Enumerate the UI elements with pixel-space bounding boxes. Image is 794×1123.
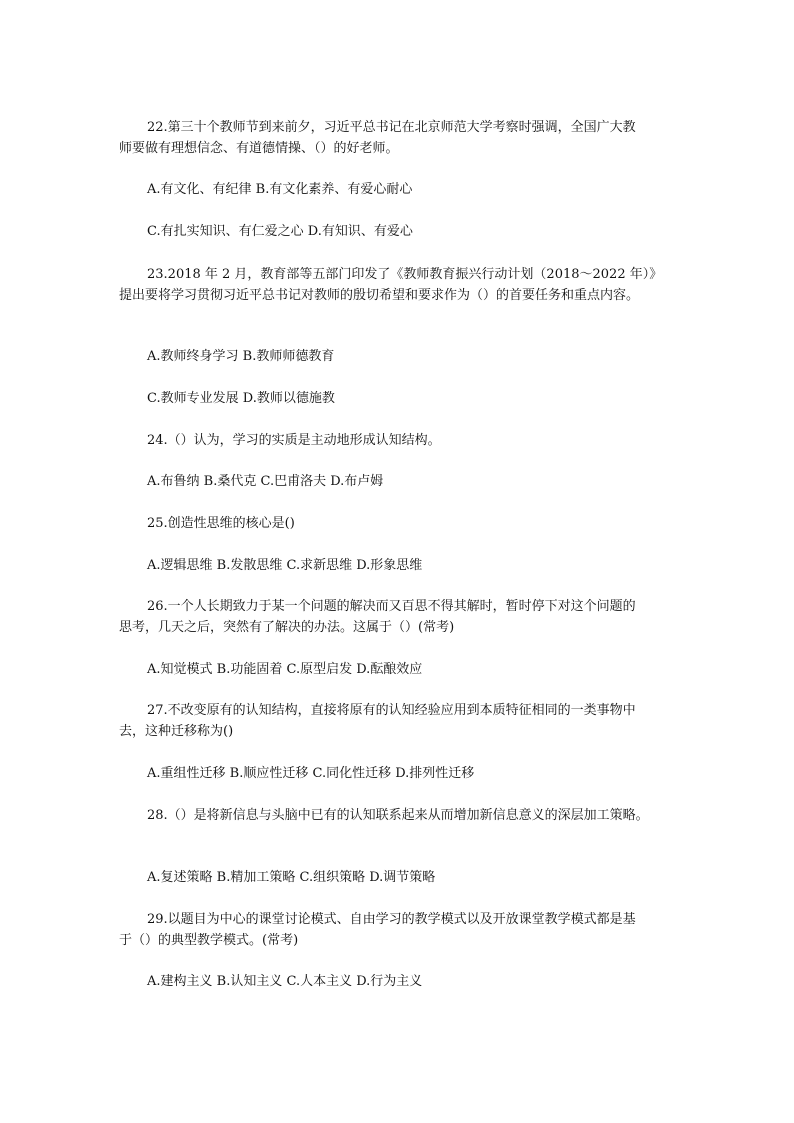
question-22-stem: [119, 117, 679, 159]
question-27-options: A.重组性迁移 B.顺应性迁移 C.同化性迁移 D.排列性迁移: [147, 766, 475, 781]
question-29-line-2: 于（）的典型教学模式。(常考): [119, 933, 299, 948]
question-25-options: A.逻辑思维 B.发散思维 C.求新思维 D.形象思维: [147, 558, 423, 573]
question-22-line-1: 22.第三十个教师节到来前夕，习近平总书记在北京师范大学考察时强调，全国广大教: [147, 120, 636, 135]
question-28-stem: 28.（）是将新信息与头脑中已有的认知联系起来从而增加新信息意义的深层加工策略。: [147, 808, 649, 823]
question-28-options: A.复述策略 B.精加工策略 C.组织策略 D.调节策略: [147, 870, 436, 885]
question-29-options: A.建构主义 B.认知主义 C.人本主义 D.行为主义: [147, 974, 423, 989]
question-27-stem: [119, 700, 679, 742]
question-22-line-2: 师要做有理想信念、有道德情操、（）的好老师。: [119, 141, 399, 156]
question-23-stem: [119, 264, 679, 306]
question-29-line-1: 29.以题目为中心的课堂讨论模式、自由学习的教学模式以及开放课堂教学模式都是基: [147, 912, 636, 927]
question-23-line-1: 23.2018 年 2 月，教育部等五部门印发了《教师教育振兴行动计划（2018～2022 年）》: [147, 267, 663, 282]
question-22-options-ab: A.有文化、有纪律 B.有文化素养、有爱心耐心: [147, 182, 413, 197]
question-23-options-ab: A.教师终身学习 B.教师师德教育: [147, 349, 335, 364]
question-23-line-2: 提出要将学习贯彻习近平总书记对教师的殷切希望和要求作为（）的首要任务和重点内容。: [119, 288, 640, 303]
question-24-stem: 24.（）认为，学习的实质是主动地形成认知结构。: [147, 433, 441, 448]
question-22-options-cd: C.有扎实知识、有仁爱之心 D.有知识、有爱心: [147, 224, 413, 239]
question-27-line-2: 去，这种迁移称为(): [119, 724, 234, 739]
question-26-stem: [119, 596, 679, 638]
question-23-options-cd: C.教师专业发展 D.教师以德施教: [147, 391, 335, 406]
question-25-stem: 25.创造性思维的核心是(): [147, 516, 295, 531]
question-29-stem: [119, 909, 679, 951]
question-24-options: A.布鲁纳 B.桑代克 C.巴甫洛夫 D.布卢姆: [147, 474, 384, 489]
question-26-line-2: 思考，几天之后，突然有了解决的办法。这属于（）(常考): [119, 620, 455, 635]
question-26-line-1: 26.一个人长期致力于某一个问题的解决而又百思不得其解时，暂时停下对这个问题的: [147, 599, 636, 614]
question-26-options: A.知觉模式 B.功能固着 C.原型启发 D.酝酿效应: [147, 662, 423, 677]
question-27-line-1: 27.不改变原有的认知结构，直接将原有的认知经验应用到本质特征相同的一类事物中: [147, 703, 636, 718]
